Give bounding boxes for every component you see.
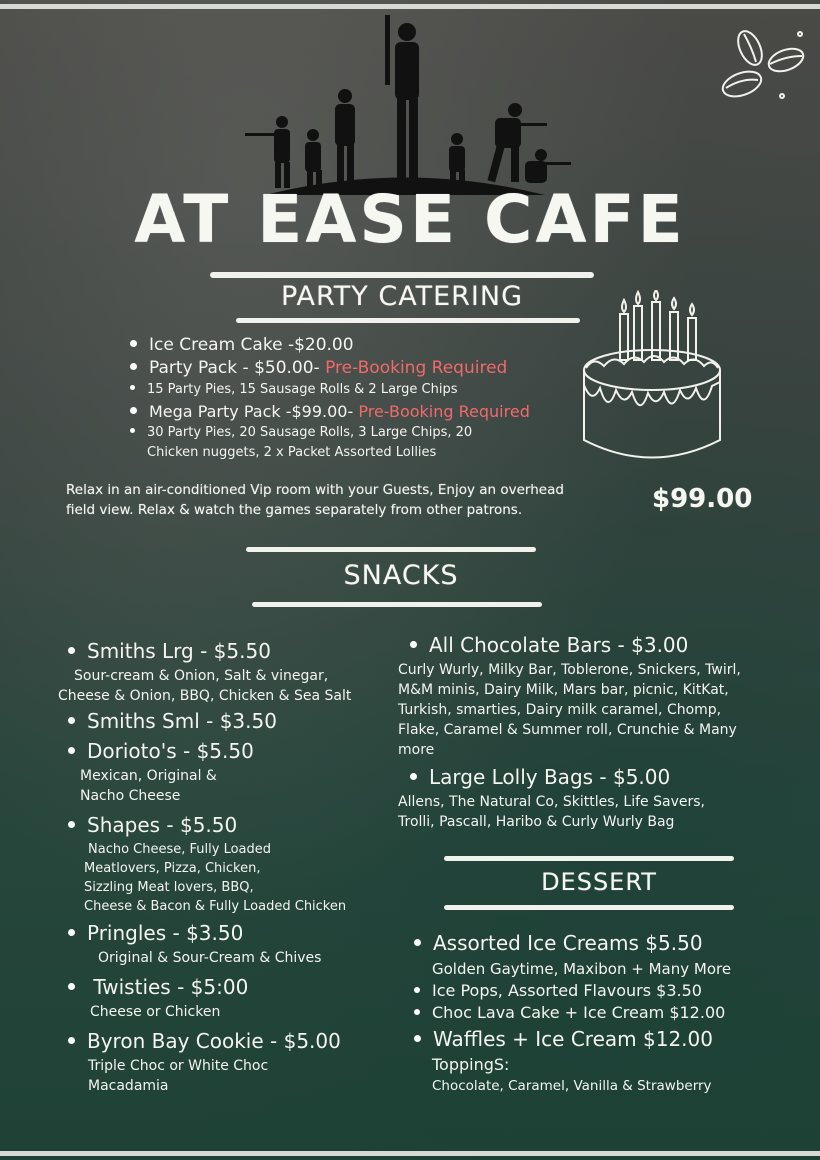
snack-desc: more [398, 742, 435, 758]
snack-item: Pringles - $3.50 [68, 918, 351, 948]
snack-item: Twisties - $5:00 [68, 972, 351, 1002]
dessert-desc: ToppingS: [432, 1055, 510, 1074]
dessert-desc: Golden Gaytime, Maxibon + Many More [432, 960, 732, 978]
snack-desc: Curly Wurly, Milky Bar, Toblerone, Snickers, Twirl, [398, 662, 741, 678]
snack-desc: Allens, The Natural Co, Skittles, Life Savers, [398, 794, 705, 810]
party-line: Ice Cream Cake -$20.00 [130, 334, 530, 357]
party-line: 30 Party Pies, 20 Sausage Rolls, 3 Large Chips, 20 [130, 423, 530, 443]
chalk-stroke [444, 856, 734, 861]
chalk-stroke [444, 905, 734, 910]
birthday-cake-icon [572, 290, 732, 470]
party-line-continuation: Chicken nuggets, 2 x Packet Assorted Lollies [147, 445, 437, 460]
bottom-border [0, 1151, 820, 1156]
snack-desc: Flake, Caramel & Summer roll, Crunchie & Many [398, 722, 737, 738]
chalk-stroke [246, 547, 536, 552]
snack-desc: Trolli, Pascall, Haribo & Curly Wurly Bag [398, 814, 675, 830]
dessert-list [414, 928, 731, 1096]
party-line: 15 Party Pies, 15 Sausage Rolls & 2 Large Chips [130, 380, 530, 400]
snacks-right-column [398, 630, 741, 832]
snack-item: Dorioto's - $5.50 [68, 736, 351, 766]
cafe-title: AT EASE CAFE [134, 181, 686, 258]
snacks-heading: SNACKS [343, 560, 459, 591]
snack-desc: Meatlovers, Pizza, Chicken, [84, 861, 261, 876]
dessert-item: Assorted Ice Creams $5.50 [414, 928, 731, 958]
chalk-stroke [210, 272, 594, 278]
snack-desc: Nacho Cheese, Fully Loaded [88, 842, 272, 857]
snack-desc: Cheese & Bacon & Fully Loaded Chicken [84, 899, 347, 914]
party-line: Mega Party Pack -$99.00- Pre-Booking Required [130, 400, 530, 423]
snack-desc: Triple Choc or White Choc [88, 1058, 269, 1074]
top-border [0, 4, 820, 9]
coffee-bean-icon [712, 16, 812, 106]
dessert-heading: DESSERT [541, 868, 657, 896]
snack-desc: Sour-cream & Onion, Salt & vinegar, [74, 668, 329, 684]
chalk-stroke [236, 318, 580, 323]
chalk-stroke [252, 602, 542, 607]
party-line: Party Pack - $50.00- Pre-Booking Required [130, 357, 530, 380]
snack-item: Smiths Sml - $3.50 [68, 706, 351, 736]
party-list [130, 334, 530, 463]
snack-desc: Cheese & Onion, BBQ, Chicken & Sea Salt [58, 688, 352, 704]
soldiers-silhouette [235, 10, 575, 200]
snack-desc: Macadamia [88, 1078, 169, 1094]
snack-item: Large Lolly Bags - $5.00 [410, 762, 741, 792]
snack-desc: Original & Sour-Cream & Chives [98, 950, 322, 966]
dessert-desc: Chocolate, Caramel, Vanilla & Strawberry [432, 1078, 712, 1094]
dessert-item: Choc Lava Cake + Ice Cream $12.00 [414, 1002, 731, 1024]
snack-desc: Turkish, smarties, Dairy milk caramel, Chomp, [398, 702, 722, 718]
snack-desc: Sizzling Meat lovers, BBQ, [84, 880, 254, 895]
snack-desc: Cheese or Chicken [90, 1004, 221, 1020]
snack-item: All Chocolate Bars - $3.00 [410, 630, 741, 660]
snack-item: Byron Bay Cookie - $5.00 [68, 1026, 351, 1056]
snack-item: Shapes - $5.50 [68, 810, 351, 840]
snack-item: Smiths Lrg - $5.50 [68, 636, 351, 666]
dessert-item: Ice Pops, Assorted Flavours $3.50 [414, 980, 731, 1002]
vip-price: $99.00 [652, 484, 753, 514]
snack-desc: M&M minis, Dairy Milk, Mars bar, picnic, KitKat, [398, 682, 729, 698]
snack-desc: Mexican, Original & [80, 768, 217, 784]
snack-desc: Nacho Cheese [80, 788, 181, 804]
vip-line: Relax in an air-conditioned Vip room with your Guests, Enjoy an overhead [66, 482, 564, 498]
vip-line: field view. Relax & watch the games separately from other patrons. [66, 502, 523, 518]
snacks-left-column [58, 636, 352, 1096]
dessert-item: Waffles + Ice Cream $12.00 [414, 1024, 731, 1054]
party-heading: PARTY CATERING [280, 281, 523, 312]
